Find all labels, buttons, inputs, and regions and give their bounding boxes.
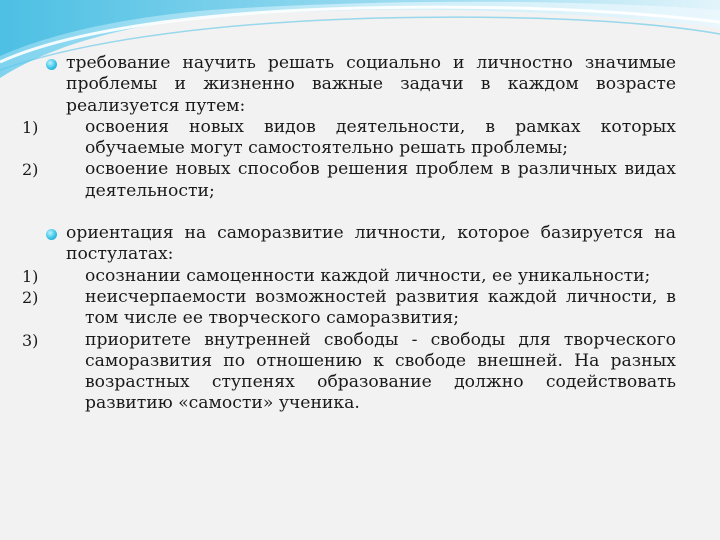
bullet-block-2 <box>22 223 676 415</box>
bullet-block-1 <box>22 53 676 202</box>
list-item-text: освоения новых видов деятельности, в рамках которых обучаемые могут самостоятельно решать проблемы; <box>85 116 676 159</box>
bullet-2 <box>22 223 676 266</box>
list-item-number: 2) <box>22 160 39 180</box>
bullet-1 <box>22 53 676 117</box>
list-item <box>22 330 676 415</box>
list-item-number: 1) <box>22 117 39 137</box>
list-item-text: освоение новых способов решения проблем в различных видах деятельности; <box>85 159 676 201</box>
slide-content <box>22 53 676 415</box>
list-item-text: приоритете внутренней свободы - свободы для творческого саморазвития по отношению к свободе внешней. На разных возрастных ступенях образование должно содействовать развитию «самости» ученика. <box>85 329 676 414</box>
list-item <box>22 287 676 330</box>
bullet-2-text: ориентация на саморазвитие личности, которое базируется на постулатах: <box>66 223 676 265</box>
list-item <box>22 117 676 160</box>
circle-bullet-icon <box>46 229 57 240</box>
list-item <box>22 266 676 287</box>
list-item-number: 3) <box>22 330 39 350</box>
circle-bullet-icon <box>46 59 57 70</box>
list-item <box>22 159 676 202</box>
list-item-number: 1) <box>22 266 39 286</box>
list-item-text: неисчерпаемости возможностей развития каждой личности, в том числе ее творческого саморазвития; <box>85 286 676 329</box>
bullet-1-text: требование научить решать социально и личностно значимые проблемы и жизненно важные задачи в каждом возрасте реализуется путем: <box>66 53 676 116</box>
list-item-text: осознании самоценности каждой личности, ее уникальности; <box>85 265 651 286</box>
list-item-number: 2) <box>22 287 39 307</box>
